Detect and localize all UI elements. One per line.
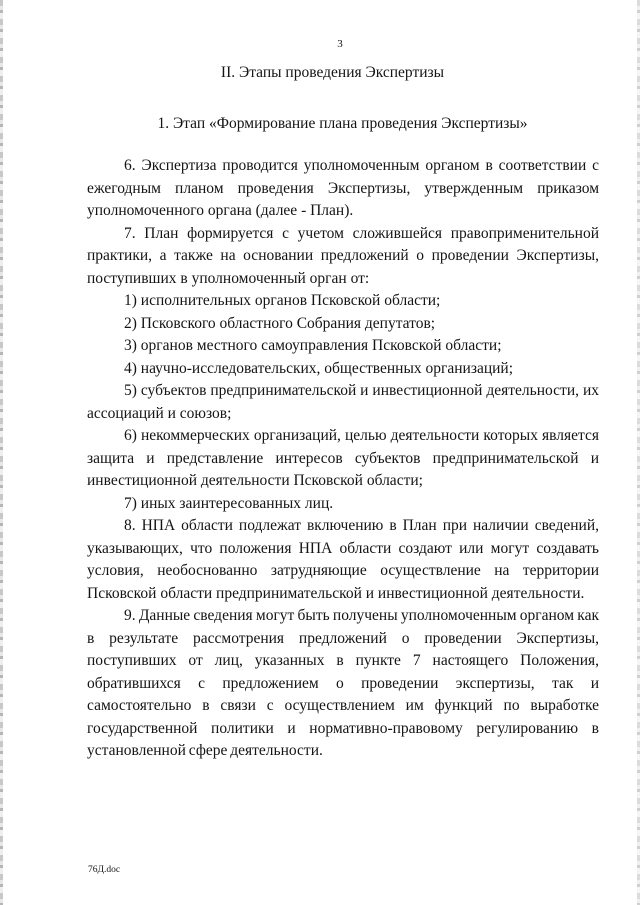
list-item-4: 4) научно-исследовательских, общественных организаций; [124, 359, 514, 377]
page-number: 3 [337, 38, 343, 50]
list-item-5: 5) субъектов предпринимательской и инвестиционной деятельности, их ассоциаций и союзов; [87, 382, 599, 422]
section-title: II. Этапы проведения Экспертизы [220, 64, 445, 81]
paragraph-8: 8. НПА области подлежат включению в План при наличии сведений, указывающих, что положения НПА области создают или могут создавать условия, необоснованно затрудняющие осуществление на территории Псковской области предпринимательской и инвестиционной деятельности. [87, 517, 599, 602]
stage-title: 1. Этап «Формирование плана проведения Экспертизы» [157, 115, 528, 132]
list-item-3: 3) органов местного самоуправления Псковской области; [124, 337, 502, 354]
list-item-1: 1) исполнительных органов Псковской области; [124, 292, 441, 309]
paragraph-9: 9. Данные сведения могут быть получены уполномоченным органом как в результате рассмотрения предложений о проведении Экспертизы, поступивших от лиц, указанных в пункте 7 настоящего Положения, обратившихся с предложением о проведении экспертизы, так и самостоятельно в связи с осуществлением им функций по выработке государственной политики и нормативно-правовому регулированию в установленной сфере деятельности. [87, 607, 599, 759]
document-body [87, 155, 599, 763]
file-name-footer: 76Д.doc [88, 865, 121, 875]
list-item-2: 2) Псковского областного Собрания депутатов; [124, 314, 436, 332]
paragraph-7: 7. План формируется с учетом сложившейся правоприменительной практики, а также на основании предложений о проведении Экспертизы, поступивших в уполномоченный орган от: [87, 224, 599, 287]
paragraph-6: 6. Экспертиза проводится уполномоченным органом в соответствии с ежегодным планом проведения Экспертизы, утвержденным приказом уполномоченного органа (далее - План). [87, 157, 599, 219]
list-item-6: 6) некоммерческих организаций, целью деятельности которых является защита и представление интересов субъектов предпринимательской и инвестиционной деятельности Псковской области; [87, 427, 599, 489]
list-item-7: 7) иных заинтересованных лиц. [124, 494, 334, 512]
scan-edge-left [0, 0, 3, 905]
